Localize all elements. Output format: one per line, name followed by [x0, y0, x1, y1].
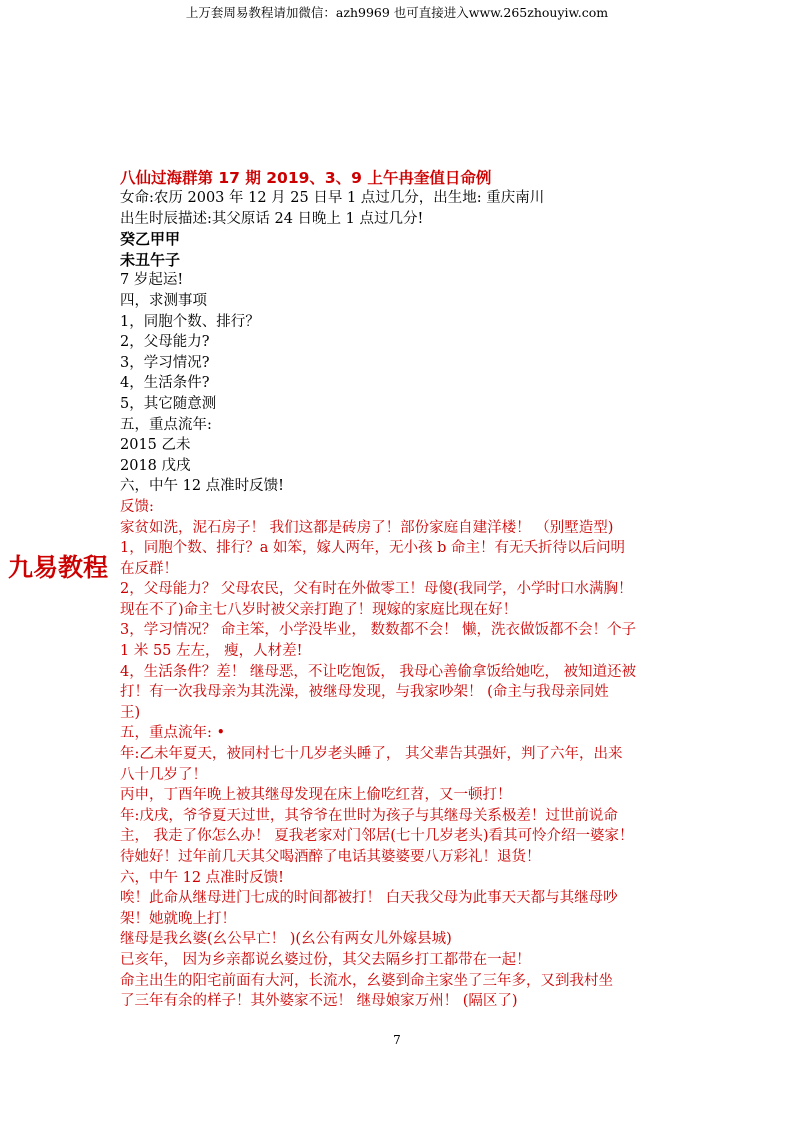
- text-line: 六，中午 12 点准时反馈!: [120, 869, 284, 886]
- text-line: 4，生活条件?: [120, 375, 210, 392]
- text-line: 王): [120, 704, 141, 721]
- text-line: 出生时辰描述:其父原话 24 日晚上 1 点过几分!: [120, 210, 424, 227]
- text-line: 2018 戊戌: [120, 457, 191, 474]
- text-line: 2，父母能力?: [120, 334, 210, 351]
- text-line: 未丑午子: [120, 250, 181, 269]
- text-line: 四，求测事项: [120, 292, 207, 309]
- text-line: 现在不了)命主七八岁时被父亲打跑了！现嫁的家庭比现在好！: [120, 601, 518, 618]
- document-title: 八仙过海群第 17 期 2019、3、9 上午冉奎值日命例: [120, 169, 492, 187]
- text-line: 在反群！: [120, 560, 178, 577]
- text-line: 2015 乙未: [120, 437, 191, 454]
- document-body: [120, 168, 680, 1012]
- text-line: 7 岁起运!: [120, 272, 184, 289]
- text-line: 主， 我走了你怎么办！ 夏我老家对门邻居(七十几岁老头)看其可怜介绍一婆家！: [120, 828, 634, 845]
- text-line: 5，其它随意测: [120, 395, 217, 412]
- text-line: 2，父母能力？ 父母农民，父有时在外做零工！母傻(我同学，小学时口水满胸！: [120, 581, 633, 598]
- page-header: 上万套周易教程请加微信：azh9969 也可直接进入www.265zhouyiw.com: [185, 5, 609, 20]
- text-line: 丙申，丁酉年晚上被其继母发现在床上偷吃红苕，又一顿打！: [120, 787, 512, 804]
- text-line: 唉！此命从继母进门七成的时间都被打！ 白天我父母为此事天天都与其继母吵: [120, 890, 618, 907]
- text-line: 4，生活条件？差！ 继母恶，不让吃饱饭， 我母心善偷拿饭给她吃， 被知道还被: [120, 663, 637, 680]
- text-line: 了三年有余的样子！其外婆家不远！ 继母娘家万州！ (隔区了): [120, 993, 518, 1010]
- text-line: 女命:农历 2003 年 12 月 25 日早 1 点过几分，出生地: 重庆南川: [120, 190, 545, 206]
- text-line: 打！有一次我母亲为其洗澡，被继母发现，与我家吵架！ (命主与我母亲同姓: [120, 684, 609, 701]
- text-line: 癸乙甲甲: [120, 230, 181, 249]
- document-lines: [120, 188, 680, 1012]
- text-line: 待她好！过年前几天其父喝酒醉了电话其婆婆要八万彩礼！退货！: [120, 849, 541, 865]
- text-line: 五，重点流年: •: [120, 725, 226, 742]
- text-line: 五，重点流年:: [120, 416, 212, 433]
- text-line: 3，学习情况？ 命主笨，小学没毕业， 数数都不会！ 懒，洗衣做饭都不会！个子: [120, 622, 637, 639]
- text-line: 年:戊戌，爷爷夏天过世，其爷爷在世时为孩子与其继母关系极差！过世前说命: [120, 807, 618, 824]
- text-line: 1，同胞个数、排行？a 如笨，嫁人两年，无小孩 b 命主！有无夭折待以后问明: [120, 540, 625, 557]
- text-line: 1，同胞个数、排行？: [120, 313, 260, 330]
- text-line: 命主出生的阳宅前面有大河，长流水，幺婆到命主家坐了三年多，又到我村坐: [120, 972, 613, 989]
- page-number: 7: [393, 1033, 401, 1047]
- text-line: 架！她就晚上打！: [120, 910, 236, 927]
- watermark-logo: 九易教程: [8, 553, 109, 582]
- text-line: 八十几岁了！: [120, 766, 207, 783]
- text-line: 1 米 55 左左， 瘦，人材差!: [120, 643, 303, 660]
- text-line: 已亥年， 因为乡亲都说幺婆过份，其父去隔乡打工都带在一起！: [120, 951, 531, 968]
- text-line: 家贫如洗，泥石房子！ 我们这都是砖房了！部份家庭自建洋楼！ （别墅造型): [120, 519, 614, 536]
- text-line: 年:乙未年夏天，被同村七十几岁老头睡了， 其父辈告其强奸，判了六年，出来: [120, 746, 623, 763]
- text-line: 六，中午 12 点准时反馈!: [120, 478, 284, 495]
- text-line: 继母是我幺婆(幺公早亡！ )(幺公有两女儿外嫁县城): [120, 931, 452, 948]
- text-line: 反馈:: [120, 498, 154, 515]
- text-line: 3，学习情况?: [120, 354, 210, 371]
